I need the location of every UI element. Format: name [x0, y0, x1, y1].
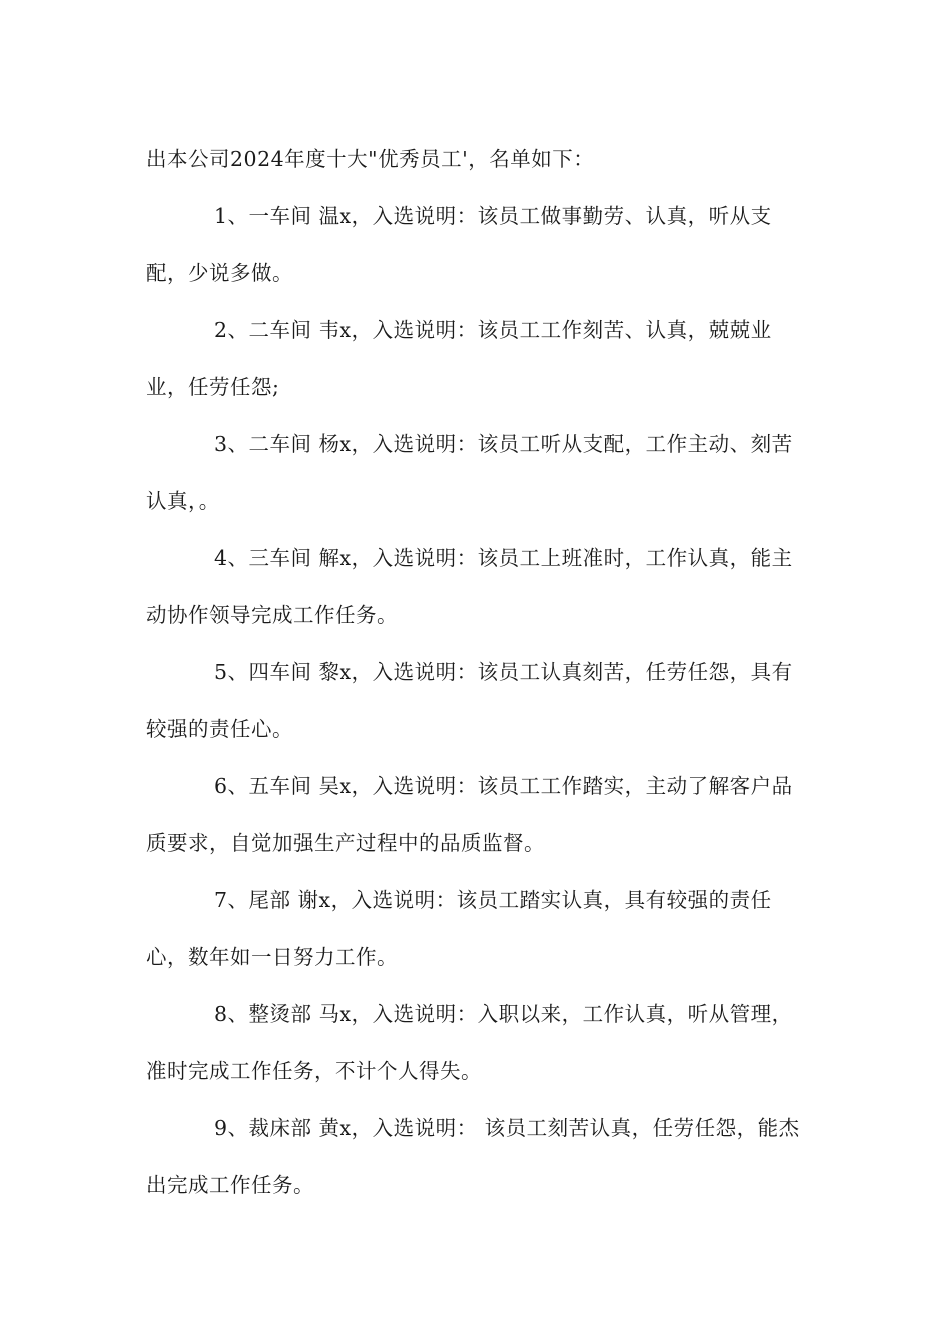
- entry-paragraph-4: 4、三车间 解x，入选说明：该员工上班准时，工作认真，能主动协作领导完成工作任务。: [146, 546, 793, 627]
- entry-paragraph-1: 1、一车间 温x，入选说明：该员工做事勤劳、认真，听从支配，少说多做。: [146, 204, 772, 285]
- intro-paragraph: 出本公司2024年度十大"优秀员工'，名单如下：: [146, 147, 595, 171]
- entry-paragraph-2: 2、二车间 韦x，入选说明：该员工工作刻苦、认真，兢兢业业，任劳任怨;: [146, 318, 772, 399]
- entry-paragraph-6: 6、五车间 吴x，入选说明：该员工工作踏实，主动了解客户品质要求，自觉加强生产过程中的品质监督。: [146, 774, 793, 855]
- entry-paragraph-7: 7、尾部 谢x，入选说明：该员工踏实认真，具有较强的责任心，数年如一日努力工作。: [146, 888, 772, 969]
- entry-paragraph-5: 5、四车间 黎x，入选说明：该员工认真刻苦，任劳任怨，具有较强的责任心。: [146, 660, 793, 741]
- document-body: [146, 131, 806, 1214]
- entry-paragraph-9: 9、裁床部 黄x，入选说明： 该员工刻苦认真，任劳任怨，能杰出完成工作任务。: [146, 1116, 800, 1197]
- entry-paragraph-8: 8、整烫部 马x，入选说明：入职以来，工作认真，听从管理，准时完成工作任务，不计个人得失。: [146, 1002, 793, 1083]
- entry-paragraph-3: 3、二车间 杨x，入选说明：该员工听从支配，工作主动、刻苦认真，。: [146, 432, 793, 513]
